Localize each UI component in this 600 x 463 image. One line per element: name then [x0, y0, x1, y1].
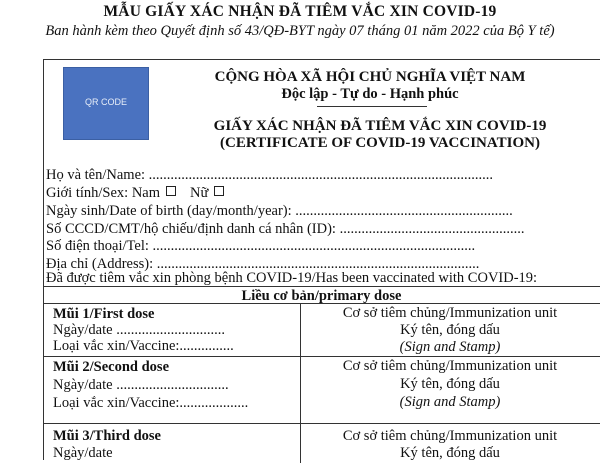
dose-1-vaccine[interactable]: Loại vắc xin/Vaccine:............... [53, 338, 234, 354]
dose-3-title: Mũi 3/Third dose [53, 428, 161, 444]
motto-underline [317, 106, 427, 107]
certificate-title-vi: GIẤY XÁC NHẬN ĐÃ TIÊM VẮC XIN COVID-19 [213, 118, 547, 134]
sex-female-checkbox[interactable] [214, 186, 224, 196]
dose-3-sign-vi: Ký tên, đóng dấu [400, 445, 500, 461]
address-field[interactable]: Địa chỉ (Address): ......................................................................................... [46, 256, 480, 272]
nation-motto: Độc lập - Tự do - Hạnh phúc [281, 86, 459, 102]
row-divider-1 [43, 356, 600, 357]
sex-male-checkbox[interactable] [166, 186, 176, 196]
primary-dose-heading: Liều cơ bản/primary dose [241, 288, 402, 304]
qr-code-placeholder [63, 67, 149, 140]
certificate-title-en: (CERTIFICATE OF COVID-19 VACCINATION) [220, 135, 540, 151]
dose-2-vaccine[interactable]: Loại vắc xin/Vaccine:................... [53, 395, 249, 411]
dose-2-date[interactable]: Ngày/date ............................... [53, 377, 229, 393]
id-field[interactable]: Số CCCD/CMT/hộ chiếu/định danh cá nhân (ID): ................................................... [46, 221, 525, 237]
sex-male-label: Nam [131, 185, 160, 201]
dose-2-title: Mũi 2/Second dose [53, 359, 170, 375]
dose-3-date[interactable]: Ngày/date [53, 445, 113, 461]
nation-name: CỘNG HÒA XÃ HỘI CHỦ NGHĨA VIỆT NAM [214, 69, 526, 85]
name-field[interactable]: Họ và tên/Name: ............................................................................................... [46, 167, 494, 183]
phone-field[interactable]: Số điện thoại/Tel: ......................................................................................... [46, 238, 476, 254]
dose-1-sign-en: (Sign and Stamp) [399, 339, 501, 355]
vaccinated-statement: Đã được tiêm vắc xin phòng bệnh COVID-19/Has been vaccinated with COVID-19: [46, 270, 538, 286]
sex-female-label: Nữ [190, 185, 209, 201]
section-divider [43, 303, 600, 304]
qr-code-label: QR CODE [84, 97, 127, 107]
sex-label: Giới tính/Sex: [46, 185, 129, 201]
table-top-border [43, 286, 600, 287]
dose-1-unit: Cơ sở tiêm chủng/Immunization unit [342, 305, 558, 321]
dose-2-sign-vi: Ký tên, đóng dấu [400, 376, 500, 392]
form-subtitle: Ban hành kèm theo Quyết định số 43/QĐ-BYT ngày 07 tháng 01 năm 2022 của Bộ Y tế) [45, 23, 555, 39]
dose-1-sign-vi: Ký tên, đóng dấu [400, 322, 500, 338]
dose-2-unit: Cơ sở tiêm chủng/Immunization unit [342, 358, 558, 374]
form-title: MẪU GIẤY XÁC NHẬN ĐÃ TIÊM VẮC XIN COVID-19 [103, 3, 497, 20]
dose-3-unit: Cơ sở tiêm chủng/Immunization unit [342, 428, 558, 444]
dose-1-date[interactable]: Ngày/date .............................. [53, 322, 225, 338]
dose-2-sign-en: (Sign and Stamp) [399, 394, 501, 410]
row-divider-2 [43, 423, 600, 424]
sex-field [46, 185, 238, 202]
dose-1-title: Mũi 1/First dose [53, 306, 155, 322]
dob-field[interactable]: Ngày sinh/Date of birth (day/month/year): ............................................................ [46, 203, 513, 219]
